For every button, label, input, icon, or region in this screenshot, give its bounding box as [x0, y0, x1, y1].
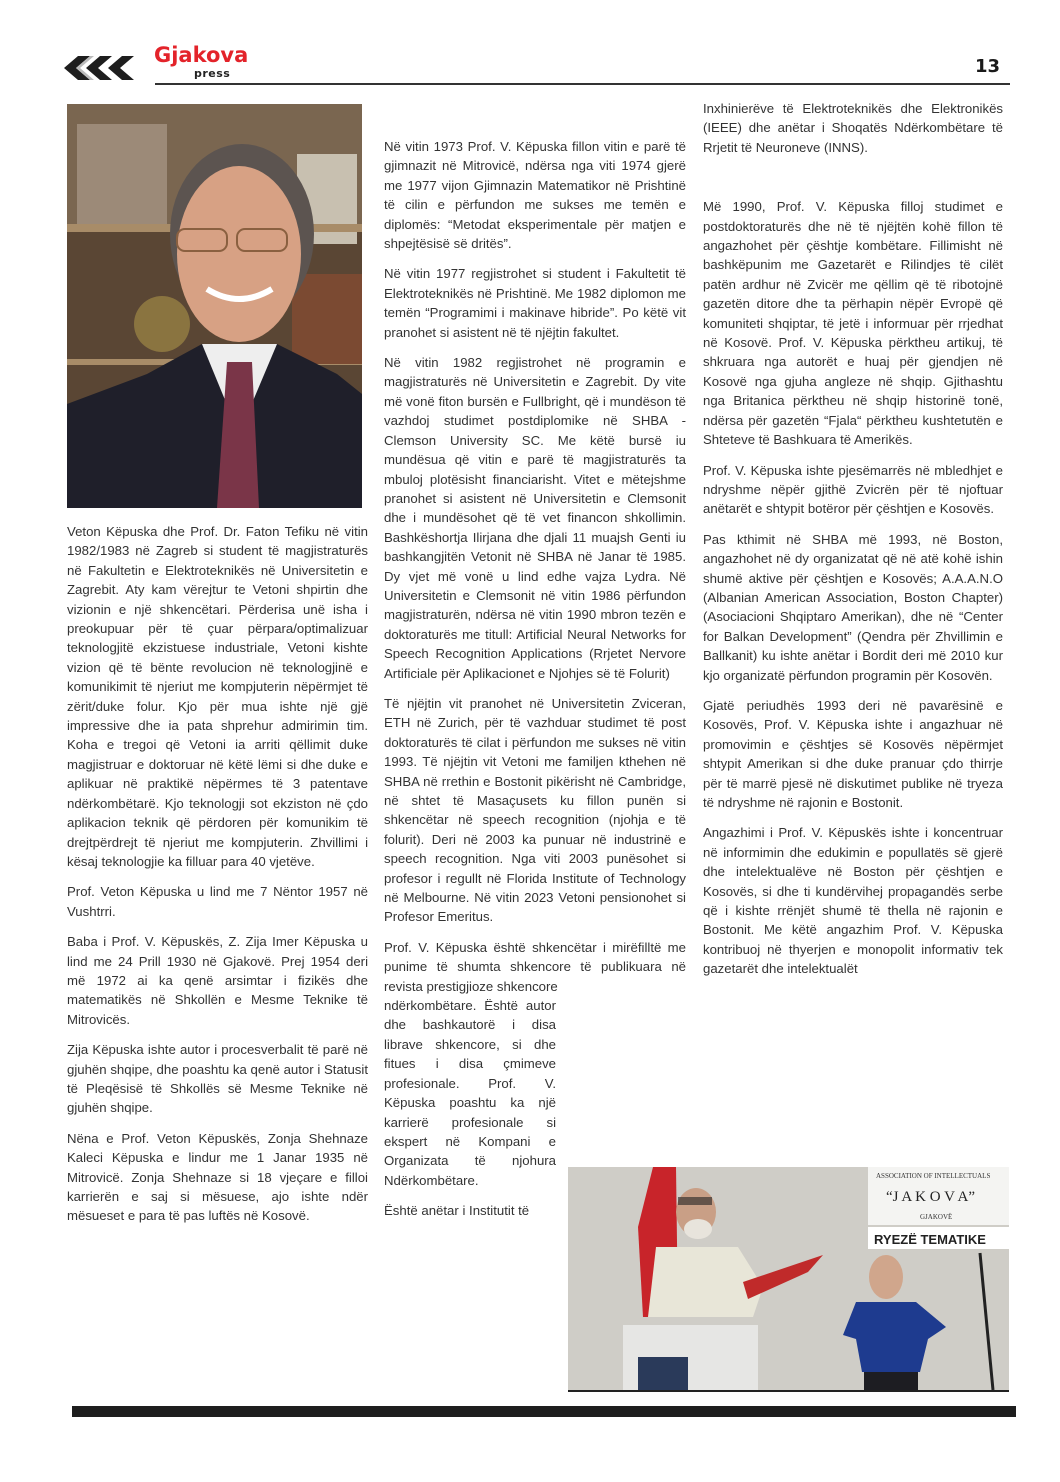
logo-subtitle: press	[194, 67, 231, 80]
paragraph: Pas kthimit në SHBA më 1993, në Boston, angazhohet në dy organizatat që në atë kohë ishin shumë aktive për çështjen e Kosovës; A.A.A.N.O (Albanian American Association, Boston Chapter) (Asociacioni Shqiptaro Amerikan), dhe në “Center for Balkan Development” (Qendra për Zhvillimin e Ballkanit) ku ishte anëtar i Bordit deri më 2010 kur kjo organizatë përfundon programin për Kosovën.	[703, 531, 1003, 683]
paragraph: Prof. V. Këpuska është shkencëtar i mirëfilltë me punime të shumta shkencore të publikuara në revista prestigjioze shkencore	[384, 939, 686, 994]
paragraph: Zija Këpuska ishte autor i procesverbalit të parë në gjuhën shqipe, dhe poashtu ka qenë autor i Statusit të Pleqësisë të Shkollës së Mesme Teknike në gjuhën shqipe.	[67, 1042, 368, 1116]
paragraph: Më 1990, Prof. V. Këpuska filloj studimet e postdoktoraturës dhe në të njëjtën kohë fillon të angazhohet për çështje kombëtare. Fillimisht në bashkëpunim me Gazetarët e Rilindjes të cilët patën ardhur në Zvicër me qëllim që të ribotojnë gazetën ditore dhe ta përhapin nëpër Evropë që komuniteti shqiptar, të jetë i informuar për rrjedhat në Kosovë. Prof. V. Këpuska përktheu artikuj, të shkruara nga autorët e huaj për gjendjen në Kosovë nga gjuha angleze në shqip. Gjithashtu nga Britanica përktheu në shqip historinë tonë, ndërsa për gazetën “Fjala“ përktheu kushtetutën e Shteteve të Bashkuara të Amerikës.	[703, 199, 1003, 448]
paragraph: Është anëtar i Institutit të	[384, 1203, 530, 1219]
event-photo	[568, 1167, 1009, 1392]
logo-title: Gjakova	[154, 43, 249, 67]
paragraph: Të njëjtin vit pranohet në Universitetin Zviceran, ETH në Zurich, për të vazhduar studimet të post doktoraturës të cilat i përfundon me sukses në vitin 1993. Të njëjtin vit Vetoni me familjen kthehen në SHBA në rrethin e Bostonit pikërisht në Cambridge, në shtet të Masaçusets ku fillon punën si shkencëtar në speech recognition (njohja e të folurit). Deri në 2003 ka punuar në industrinë e speech recognition. Nga viti 2003 punësohet si profesor i regullt në Florida Institute of Technology në Melbourne. Në vitin 2023 Vetoni pensionohet si Profesor Emeritus.	[384, 695, 686, 925]
paragraph: Prof. Veton Këpuska u lind me 7 Nëntor 1957 në Vushtrri.	[67, 884, 368, 919]
paragraph: Baba i Prof. V. Këpuskës, Z. Zija Imer Këpuska u lind me 24 Prill 1930 në Gjakovë. Prej 1954 deri më 1972 ai ka qenë arsimtar i fizikës dhe matematikës në Shkollën e Mesme Teknike të Mitrovicës.	[67, 934, 368, 1027]
event-illustration	[568, 1167, 1009, 1390]
page-header	[58, 44, 1014, 90]
article-column-1	[67, 522, 368, 1237]
portrait-illustration	[67, 104, 362, 508]
banner-line-3: GJAKOVË	[920, 1213, 953, 1221]
paragraph: ndërkombëtare. Është autor dhe bashkautorë i disa librave shkencore, si dhe fitues i disa çmimeve profesionale. Prof. V. Këpuska poashtu ka një karrierë profesionale si ekspert në Kompani e Organizata të njohura Ndërkombëtare.	[384, 998, 556, 1188]
gjakova-press-logo	[154, 44, 264, 84]
paragraph: Nëna e Prof. Veton Këpuskës, Zonja Shehnaze Kaleci Këpuska e lindur me 1 Janar 1935 në Mitrovicë. Zonja Shehnaze si 18 vjeçare e filloi karrierën e saj si mësuese, ajo ishte ndër mësueset e para të pas luftës në Kosovë.	[67, 1130, 368, 1224]
footer-bar	[72, 1406, 1016, 1417]
paragraph: Angazhimi i Prof. V. Këpuskës ishte i koncentruar në informimin dhe edukimin e popullatës së gjerë dhe intelektualëve në Boston për çështjen e Kosovës, si dhe ti kundërvihej propagandës serbe që i kishte rrënjët shumë të thella në rajonin e Bostonit. Me këtë angazhim Prof. V. Këpuska kontribuoj në thyerjen e monopolit informativ tek gazetarët dhe intelektualët	[703, 825, 1003, 977]
paragraph: Prof. V. Këpuska ishte pjesëmarrës në mbledhjet e ndryshme nëpër gjithë Zvicrën për të njoftuar anëtarët e shtypit botëror për çështjen e Kosovës.	[703, 462, 1003, 517]
banner-line-2: “J A K O V A”	[886, 1189, 976, 1205]
banner-line-1: ASSOCIATION OF INTELLECTUALS	[876, 1172, 991, 1180]
paragraph: Në vitin 1973 Prof. V. Këpuska fillon vitin e parë të gjimnazit në Mitrovicë, ndërsa nga viti 1974 gjerë me 1977 vijon Gjimnazin Matematikor në Prishtinë të cilin e përfundon me sukses me temën e diplomës: “Metodat eksperimentale për matjen e shpejtësisë së dritës”.	[384, 139, 686, 252]
banner-line-4: RYEZË TEMATIKE	[874, 1232, 986, 1247]
chevron-left-icon	[58, 56, 148, 80]
article-column-3	[703, 99, 1003, 990]
paragraph: Veton Këpuska dhe Prof. Dr. Faton Tefiku në vitin 1982/1983 në Zagreb si student të magjistraturës në Fakultetin e Elektroteknikës në Universitetin e Zagrebit. Aty kam vërejtur te Vetoni shpirtin dhe vizionin e një shkencëtari. Përderisa unë isha i preokupuar për të çuar përpara/optimalizuar teknologjitë ekzistuese industriale, Vetoni kishte vizion që të bënte revolucion në teknologjinë e komunikimit të njeriut me kompjuterin nëpërmjet të zërit/duke folur. Kjo për mua ishte një gjë impressive dhe ia pata shprehur admirimin tim. Koha e tregoi që Vetoni ia arriti qëllimit duke magjistruar e doktoruar në këtë lëmi si dhe duke e aplikuar në praktikë nëpërmes të 3 patentave ndërkombëtarë. Kjo teknologji sot ekziston në çdo aplikacion teknik që përdoren për komunikim të drejtpërdrejt të njeriut me kompjuterin. Zhvillimi i kësaj teknologjie ka filluar para 40 vjetëve.	[67, 524, 368, 869]
paragraph: Gjatë periudhës 1993 deri në pavarësinë e Kosovës, Prof. V. Këpuska ishte i angazhuar në promovimin e çështjes së Kosovës nëpërmjet shtypit Amerikan si dhe duke pranuar çdo thirrje për të marrë pjesë në diskutimet publike në tryeza të ndryshme në rajonin e Bostonit.	[703, 697, 1003, 810]
paragraph: Inxhinierëve të Elektroteknikës dhe Elektronikës (IEEE) dhe anëtar i Shoqatës Ndërkombëtare të Rrjetit të Neuroneve (INNS).	[703, 101, 1003, 155]
portrait-photo	[67, 104, 362, 508]
header-divider	[155, 83, 1010, 85]
paragraph: Në vitin 1982 regjistrohet në programin e magjistraturës në Universitetin e Zagrebit. Dy vite më vonë fiton bursën e Fullbright, që i mundëson të vazhdoj studimet postdiplomike në SHBA - Clemson University SC. Me këtë bursë iu mundësua që vitin e parë të magjistraturës ta mbuloj plotësisht financiarisht. Vitet e mëtejshme pranohet si asistent në Universitetin e Clemsonit dhe i mundësohet që të vet financon shkollimin. Bashkëshortja Ilirjana dhe djali 11 muajsh Genti iu bashkangjitën Vetonit në SHBA në Janar të 1985. Dy vjet më vonë u lind edhe vajza Lydra. Në Universitetin e Clemsonit në vitin 1986 përfundon magjistraturën, ndërsa në vitin 1990 mbron tezën e doktoraturës me titull: Artificial Neural Networks for Speech Recognition Applications (Rrjetet Nervore Artificiale për Aplikacionet e Njohjes së të Folurit)	[384, 355, 686, 681]
page-number: 13	[974, 56, 1000, 77]
paragraph: Në vitin 1977 regjistrohet si student i Fakultetit të Elektroteknikës në Prishtinë. Me 1982 diplomon me temën “Programimi i makinave hibride”. Po këtë vit pranohet si asistent në të njëjtin fakultet.	[384, 266, 686, 340]
article-column-2	[384, 137, 686, 1232]
